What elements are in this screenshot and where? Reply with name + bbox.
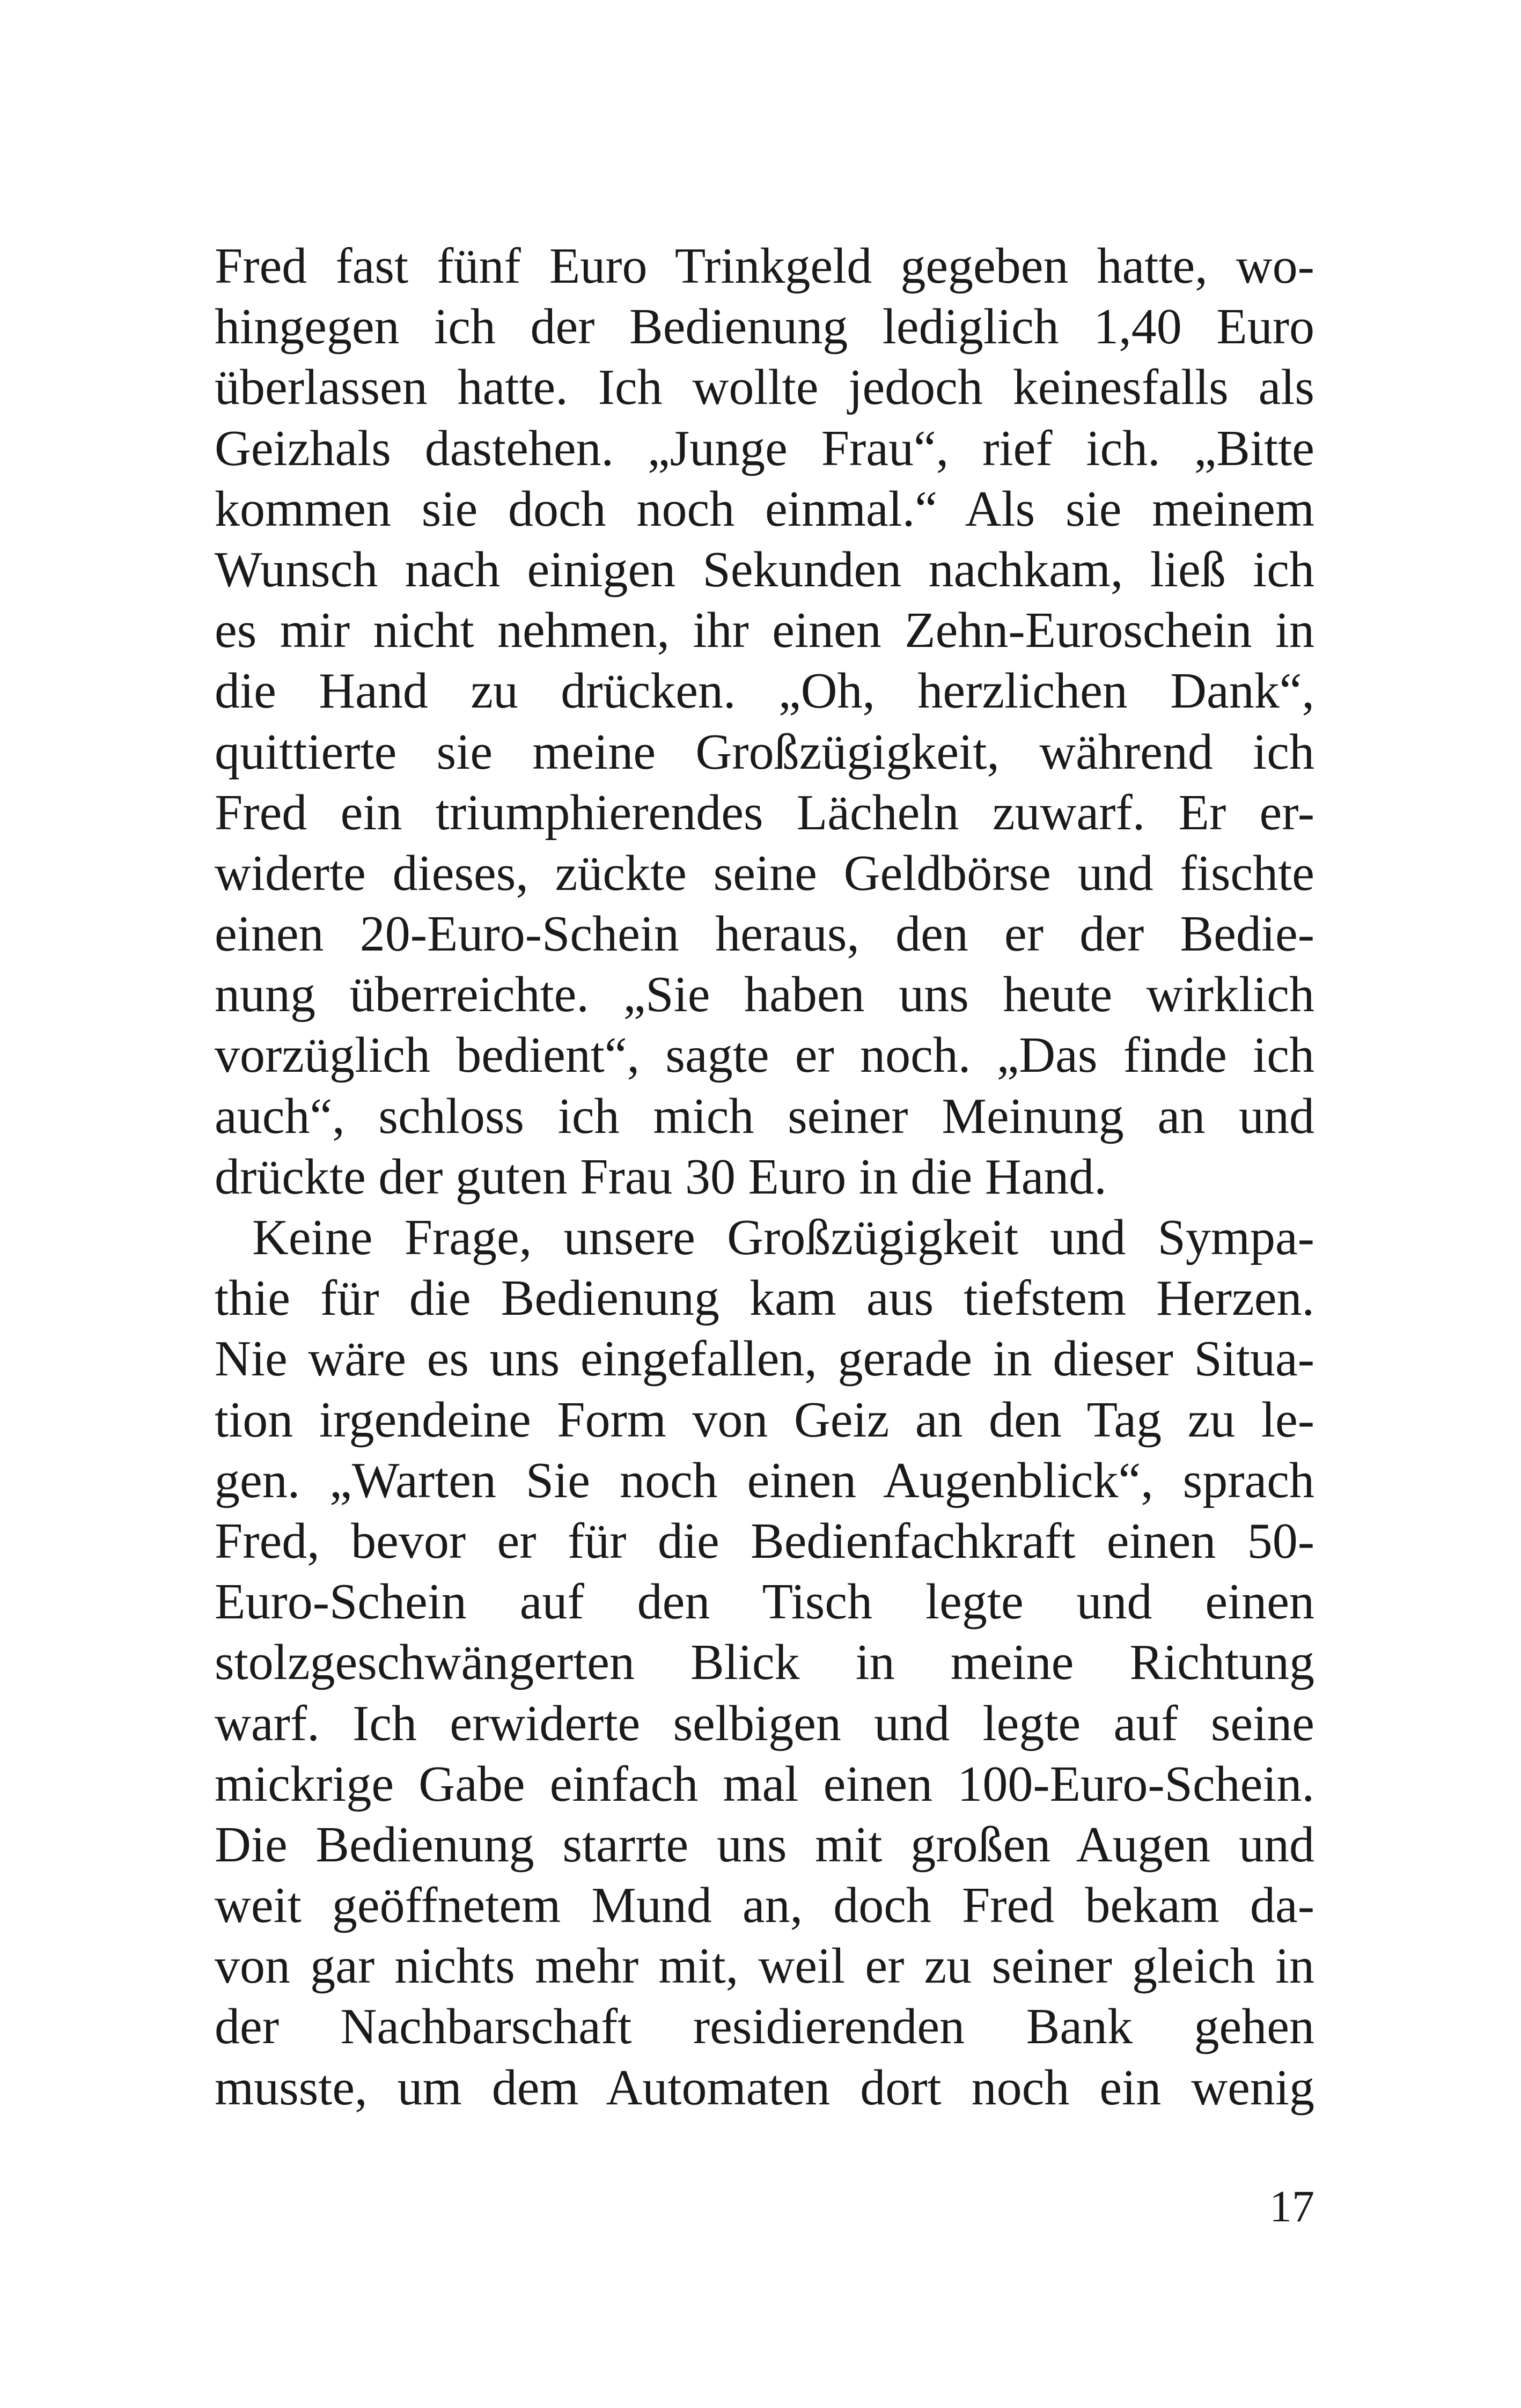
- text-line: thie für die Bedienung kam aus tiefstem Herzen.: [215, 1270, 1314, 1327]
- text-line: Die Bedienung starrte uns mit großen Augen und: [215, 1816, 1314, 1873]
- text-line: auch“, schloss ich mich seiner Meinung an und: [215, 1088, 1314, 1144]
- text-line: Fred ein triumphierendes Lächeln zuwarf. Er er-: [215, 784, 1314, 841]
- text-line: Fred fast fünf Euro Trinkgeld gegeben hatte, wo-: [215, 238, 1314, 294]
- text-line: die Hand zu drücken. „Oh, herzlichen Dank“,: [215, 663, 1314, 719]
- text-line: gen. „Warten Sie noch einen Augenblick“, sprach: [215, 1452, 1314, 1508]
- text-line: einen 20-Euro-Schein heraus, den er der Bedie-: [215, 906, 1314, 962]
- text-line: Nie wäre es uns eingefallen, gerade in dieser Situa-: [215, 1331, 1314, 1387]
- text-line: mickrige Gabe einfach mal einen 100-Euro-Schein.: [215, 1756, 1314, 1812]
- text-line: weit geöffnetem Mund an, doch Fred bekam da-: [215, 1877, 1314, 1934]
- text-line: stolzgeschwängerten Blick in meine Richtung: [215, 1634, 1314, 1691]
- text-line: es mir nicht nehmen, ihr einen Zehn-Euroschein in: [215, 602, 1314, 659]
- page-number: 17: [1269, 2182, 1314, 2232]
- text-line: widerte dieses, zückte seine Geldbörse und fischte: [215, 845, 1314, 901]
- text-line: von gar nichts mehr mit, weil er zu seiner gleich in: [215, 1938, 1314, 1994]
- text-line: hingegen ich der Bedienung lediglich 1,40 Euro: [215, 299, 1314, 355]
- text-line: drückte der guten Frau 30 Euro in die Hand.: [215, 1148, 1107, 1205]
- text-line: warf. Ich erwiderte selbigen und legte auf seine: [215, 1695, 1314, 1751]
- text-line: Keine Frage, unsere Großzügigkeit und Sympa-: [252, 1210, 1314, 1265]
- text-line: Geizhals dastehen. „Junge Frau“, rief ich. „Bitte: [215, 420, 1314, 476]
- text-line: überlassen hatte. Ich wollte jedoch keinesfalls als: [215, 359, 1314, 416]
- text-line: vorzüglich bedient“, sagte er noch. „Das finde ich: [215, 1027, 1314, 1084]
- body-text: [215, 236, 1314, 2118]
- text-line: Wunsch nach einigen Sekunden nachkam, ließ ich: [215, 541, 1314, 598]
- text-line: musste, um dem Automaten dort noch ein wenig: [215, 2059, 1314, 2116]
- text-line: quittierte sie meine Großzügigkeit, während ich: [215, 724, 1314, 780]
- text-line: Fred, bevor er für die Bedienfachkraft einen 50-: [215, 1513, 1314, 1569]
- text-line: Euro-Schein auf den Tisch legte und einen: [215, 1574, 1314, 1630]
- text-line: kommen sie doch noch einmal.“ Als sie meinem: [215, 481, 1314, 537]
- text-line: nung überreichte. „Sie haben uns heute wirklich: [215, 967, 1314, 1023]
- text-line: tion irgendeine Form von Geiz an den Tag zu le-: [215, 1391, 1314, 1448]
- text-line: der Nachbarschaft residierenden Bank gehen: [215, 1999, 1314, 2055]
